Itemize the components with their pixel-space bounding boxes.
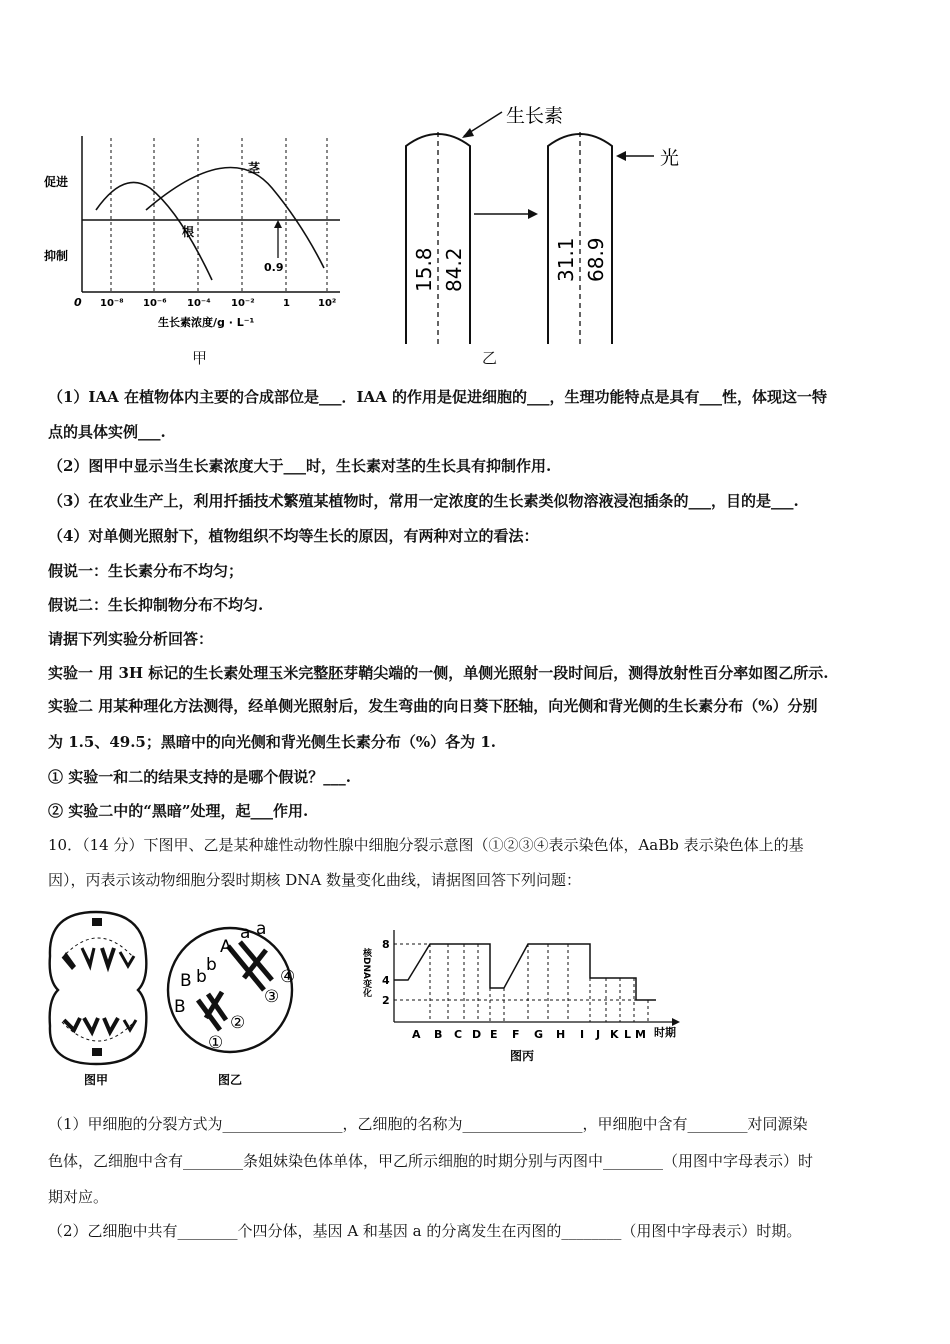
chromosome-2: ② [230, 1013, 246, 1033]
figure-cell-division [44, 908, 704, 1088]
part-2: （2）乙细胞中共有________个四分体，基因 A 和基因 a 的分离发生在丙图的________（用图中字母表示）时期。 [48, 1222, 802, 1240]
experiment-1: 实验一 用 3H 标记的生长素处理玉米完整胚芽鞘尖端的一侧，单侧光照射一段时间后，测得放射性百分率如图乙所示. [48, 664, 829, 682]
x-tick-K: K [610, 1028, 619, 1041]
caption-yi: 图乙 [218, 1073, 243, 1087]
x-tick-L: L [624, 1028, 632, 1041]
gene-a-1: a [240, 923, 251, 943]
x-tick-2: 10⁻⁶ [143, 298, 167, 309]
chromosomes-lower [64, 1018, 136, 1056]
gene-b-2: b [206, 955, 217, 975]
right-value-1: 31.1 [554, 237, 578, 282]
chromosome-4: ④ [280, 967, 296, 987]
caption-bing: 图丙 [510, 1049, 535, 1063]
caption-jia: 图甲 [84, 1073, 109, 1087]
x-tick-D: D [472, 1028, 482, 1041]
light-arrow-head [616, 151, 626, 161]
stem-label: 茎 [248, 161, 261, 175]
x-tick-4: 10⁻² [231, 298, 255, 309]
x-tick-B: B [434, 1028, 443, 1041]
origin-label: 0 [74, 296, 82, 309]
gene-A: A [220, 937, 232, 957]
chromosomes-upper [62, 918, 134, 970]
question-1-line-1: （1）IAA 在植物体内主要的合成部位是___．IAA 的作用是促进细胞的___，生理功能特点是具有___性，体现这一特 [48, 388, 827, 406]
question-4: （4）对单侧光照射下，植物组织不均等生长的原因，有两种对立的看法： [48, 527, 539, 545]
hypothesis-2: 假说二：生长抑制物分布不均匀. [48, 596, 264, 614]
chromosome-3: ③ [264, 987, 280, 1007]
chromosome-1: ① [208, 1033, 224, 1053]
transfer-arrow-head [528, 209, 538, 219]
auxin-arrow-head [462, 128, 474, 138]
x-tick-I: I [580, 1028, 585, 1041]
cell-jia-outline [50, 912, 147, 1064]
bing-x-arrow [672, 1018, 680, 1026]
left-value-2: 84.2 [442, 247, 466, 292]
experiment-2-line-2: 为 1.5、49.5；黑暗中的向光侧和背光侧生长素分布（%）各为 1. [48, 733, 496, 751]
x-tick-C: C [454, 1028, 463, 1041]
hypothesis-1: 假说一：生长素分布不均匀； [48, 562, 244, 580]
auxin-label: 生长素 [506, 105, 564, 127]
part-1-line-1: （1）甲细胞的分裂方式为________________，乙细胞的名称为________________，甲细胞中含有________对同源染 [48, 1115, 808, 1133]
sub-question-2: ② 实验二中的“黑暗”处理，起___作用. [48, 802, 309, 820]
instruction: 请据下列实验分析回答： [48, 630, 214, 648]
x-tick-F: F [512, 1028, 520, 1041]
x-tick-G: G [534, 1028, 544, 1041]
x-tick-1: 10⁻⁸ [100, 298, 124, 309]
light-label: 光 [660, 147, 680, 169]
part-1-line-2: 色体，乙细胞中含有________条姐妹染色体单体，甲乙所示细胞的时期分别与丙图中________（用图中字母表示）时 [48, 1152, 814, 1170]
y-label-promote: 促进 [44, 175, 69, 189]
x-tick-H: H [556, 1028, 566, 1041]
experiment-2-line-1: 实验二 用某种理化方法测得，经单侧光照射后，发生弯曲的向日葵下胚轴，向光侧和背光侧的生长素分布（%）分别 [48, 697, 818, 715]
gene-b-1: b [196, 967, 207, 987]
question-10-line-2: 因），丙表示该动物细胞分裂时期核 DNA 数量变化曲线，请据图回答下列问题： [48, 871, 582, 889]
question-2: （2）图甲中显示当生长素浓度大于___时，生长素对茎的生长具有抑制作用. [48, 457, 552, 475]
value-pointer-arrow [274, 220, 282, 228]
x-tick-3: 10⁻⁴ [187, 298, 211, 309]
gene-a-2: a [256, 919, 267, 939]
x-axis-label: 生长素浓度/g · L⁻¹ [158, 316, 255, 329]
value-label: 0.9 [264, 261, 284, 274]
gene-B-1: B [180, 971, 192, 991]
question-1-line-2: 点的具体实例___. [48, 423, 166, 441]
root-label: 根 [182, 225, 195, 239]
question-10-line-1: 10．（14 分）下图甲、乙是某种雄性动物性腺中细胞分裂示意图（①②③④表示染色体，AaBb 表示染色体上的基 [48, 836, 804, 854]
gene-B-2: B [174, 997, 186, 1017]
part-1-line-3: 期对应。 [48, 1188, 109, 1206]
question-3: （3）在农业生产上，利用扦插技术繁殖某植物时，常用一定浓度的生长素类似物溶液浸泡插条的___，目的是___. [48, 492, 799, 510]
sub-question-1: ① 实验一和二的结果支持的是哪个假说？___. [48, 768, 351, 786]
left-value-1: 15.8 [412, 247, 436, 292]
bing-y-tick-2: 2 [382, 994, 390, 1007]
dna-curve [394, 944, 656, 1000]
bing-x-label: 时期 [654, 1026, 676, 1039]
figure-jia-auxin-curve [40, 128, 350, 338]
stem-curve [146, 168, 324, 268]
x-tick-A: A [412, 1028, 421, 1041]
y-label-inhibit: 抑制 [44, 249, 69, 263]
x-tick-E: E [490, 1028, 498, 1041]
figure-jia-caption: 甲 [192, 349, 208, 367]
x-tick-6: 10² [318, 298, 337, 309]
bing-y-tick-4: 4 [382, 974, 390, 987]
right-value-2: 68.9 [584, 237, 608, 282]
x-tick-M: M [635, 1028, 646, 1041]
x-tick-5: 1 [283, 298, 290, 309]
bing-y-label: 核DNA变化 [361, 948, 371, 997]
bing-y-tick-8: 8 [382, 938, 390, 951]
figure-yi-caption: 乙 [482, 349, 498, 367]
figure-yi-coleoptiles [398, 96, 698, 346]
x-tick-J: J [596, 1028, 601, 1041]
